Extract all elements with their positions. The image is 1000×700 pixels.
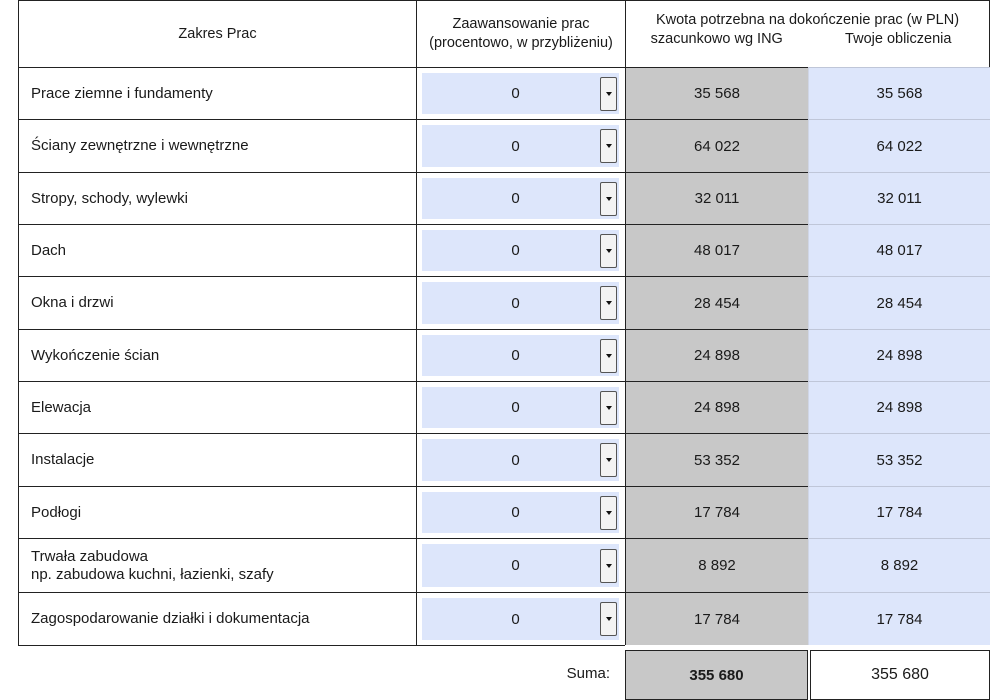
row-your-calculation[interactable]: 28 454	[808, 276, 990, 329]
table-row	[0, 433, 1000, 486]
progress-select[interactable]	[422, 282, 619, 324]
row-your-calculation[interactable]: 32 011	[808, 172, 990, 224]
chevron-down-icon	[606, 458, 612, 462]
header-scope-label: Zakres Prac	[178, 25, 257, 42]
table-row	[0, 67, 1000, 119]
chevron-down-icon	[606, 617, 612, 621]
table-row	[0, 381, 1000, 433]
progress-value: 0	[511, 294, 520, 312]
progress-select[interactable]	[422, 230, 619, 271]
dropdown-button[interactable]	[600, 77, 617, 111]
row-scope-label: Wykończenie ścian	[31, 346, 160, 364]
chevron-down-icon	[606, 406, 612, 410]
row-scope	[18, 381, 416, 433]
sum-ing-value: 355 680	[625, 650, 808, 700]
row-ing-estimate: 17 784	[625, 592, 808, 645]
progress-select[interactable]	[422, 439, 619, 481]
dropdown-button[interactable]	[600, 182, 617, 216]
table-row	[0, 329, 1000, 381]
dropdown-button[interactable]	[600, 391, 617, 425]
dropdown-button[interactable]	[600, 339, 617, 373]
row-progress	[416, 381, 625, 433]
row-ing-estimate: 24 898	[625, 329, 808, 381]
progress-value: 0	[511, 242, 520, 259]
table-row	[0, 486, 1000, 538]
row-scope	[18, 592, 416, 645]
progress-value: 0	[511, 557, 520, 574]
row-ing-estimate: 8 892	[625, 538, 808, 592]
chevron-down-icon	[606, 511, 612, 515]
progress-value: 0	[511, 610, 520, 628]
row-ing-estimate: 35 568	[625, 67, 808, 119]
progress-value: 0	[511, 190, 520, 207]
header-amount-ing: szacunkowo wg ING	[650, 31, 783, 47]
dropdown-button[interactable]	[600, 286, 617, 320]
progress-select[interactable]	[422, 492, 619, 533]
progress-value: 0	[511, 137, 520, 155]
row-scope	[18, 276, 416, 329]
row-your-calculation[interactable]: 8 892	[808, 538, 990, 592]
chevron-down-icon	[606, 92, 612, 96]
table-row	[0, 538, 1000, 592]
header-progress-line2: (procentowo, w przybliżeniu)	[429, 35, 613, 51]
row-your-calculation[interactable]: 48 017	[808, 224, 990, 276]
row-scope	[18, 538, 416, 592]
table-row	[0, 172, 1000, 224]
row-your-calculation[interactable]: 24 898	[808, 381, 990, 433]
row-your-calculation[interactable]: 17 784	[808, 486, 990, 538]
row-ing-estimate: 53 352	[625, 433, 808, 486]
row-progress	[416, 329, 625, 381]
progress-value: 0	[511, 399, 520, 416]
row-your-calculation[interactable]: 53 352	[808, 433, 990, 486]
chevron-down-icon	[606, 564, 612, 568]
chevron-down-icon	[606, 249, 612, 253]
row-ing-estimate: 32 011	[625, 172, 808, 224]
row-scope-label: Elewacja	[31, 398, 92, 416]
chevron-down-icon	[606, 354, 612, 358]
progress-value: 0	[511, 347, 520, 364]
dropdown-button[interactable]	[600, 496, 617, 530]
row-scope-label: Podłogi	[31, 503, 82, 521]
progress-select[interactable]	[422, 178, 619, 219]
row-scope	[18, 433, 416, 486]
row-scope-label: Instalacje	[31, 451, 95, 468]
dropdown-button[interactable]	[600, 443, 617, 477]
row-ing-estimate: 48 017	[625, 224, 808, 276]
header-scope	[18, 0, 416, 67]
dropdown-button[interactable]	[600, 234, 617, 268]
row-progress	[416, 276, 625, 329]
chevron-down-icon	[606, 144, 612, 148]
progress-value: 0	[511, 451, 520, 469]
header-progress-line1: Zaawansowanie prac	[452, 16, 590, 32]
row-scope	[18, 172, 416, 224]
dropdown-button[interactable]	[600, 129, 617, 163]
row-scope	[18, 67, 416, 119]
table-row	[0, 224, 1000, 276]
row-your-calculation[interactable]: 35 568	[808, 67, 990, 119]
row-progress	[416, 172, 625, 224]
progress-select[interactable]	[422, 73, 619, 114]
header-amount	[625, 0, 990, 67]
row-scope	[18, 486, 416, 538]
row-scope-label: Prace ziemne i fundamenty	[31, 84, 213, 102]
dropdown-button[interactable]	[600, 602, 617, 636]
progress-select[interactable]	[422, 387, 619, 428]
row-your-calculation[interactable]: 24 898	[808, 329, 990, 381]
row-ing-estimate: 28 454	[625, 276, 808, 329]
row-scope-label: Okna i drzwi	[31, 294, 114, 311]
row-scope-label: Dach	[31, 241, 67, 259]
row-ing-estimate: 64 022	[625, 119, 808, 172]
progress-select[interactable]	[422, 544, 619, 587]
row-your-calculation[interactable]: 17 784	[808, 592, 990, 645]
row-progress	[416, 224, 625, 276]
progress-select[interactable]	[422, 598, 619, 640]
row-scope	[18, 224, 416, 276]
progress-value: 0	[511, 504, 520, 521]
row-scope-label: Ściany zewnętrzne i wewnętrzne	[31, 137, 249, 154]
row-scope	[18, 119, 416, 172]
row-scope-sublabel: np. zabudowa kuchni, łazienki, szafy	[31, 565, 274, 583]
row-progress	[416, 433, 625, 486]
row-progress	[416, 538, 625, 592]
row-scope-label: Trwała zabudowa	[31, 547, 149, 565]
header-amount-yours: Twoje obliczenia	[845, 31, 952, 47]
header-amount-title: Kwota potrzebna na dokończenie prac (w PLN)	[655, 12, 960, 28]
sum-label: Suma:	[566, 665, 610, 682]
progress-select[interactable]	[422, 125, 619, 167]
dropdown-button[interactable]	[600, 549, 617, 583]
table-row	[0, 592, 1000, 645]
chevron-down-icon	[606, 197, 612, 201]
sum-yours-value: 355 680	[810, 650, 990, 700]
row-scope-label: Stropy, schody, wylewki	[31, 189, 188, 207]
row-scope-label: Zagospodarowanie działki i dokumentacja	[31, 610, 310, 627]
table-row	[0, 119, 1000, 172]
progress-value: 0	[511, 85, 520, 102]
row-progress	[416, 67, 625, 119]
row-progress	[416, 592, 625, 645]
progress-select[interactable]	[422, 335, 619, 376]
row-ing-estimate: 17 784	[625, 486, 808, 538]
row-progress	[416, 119, 625, 172]
table-bottom-border	[18, 645, 625, 646]
chevron-down-icon	[606, 301, 612, 305]
table-header	[0, 0, 1000, 67]
row-progress	[416, 486, 625, 538]
row-your-calculation[interactable]: 64 022	[808, 119, 990, 172]
row-ing-estimate: 24 898	[625, 381, 808, 433]
row-scope	[18, 329, 416, 381]
table-row	[0, 276, 1000, 329]
header-progress	[416, 0, 625, 67]
